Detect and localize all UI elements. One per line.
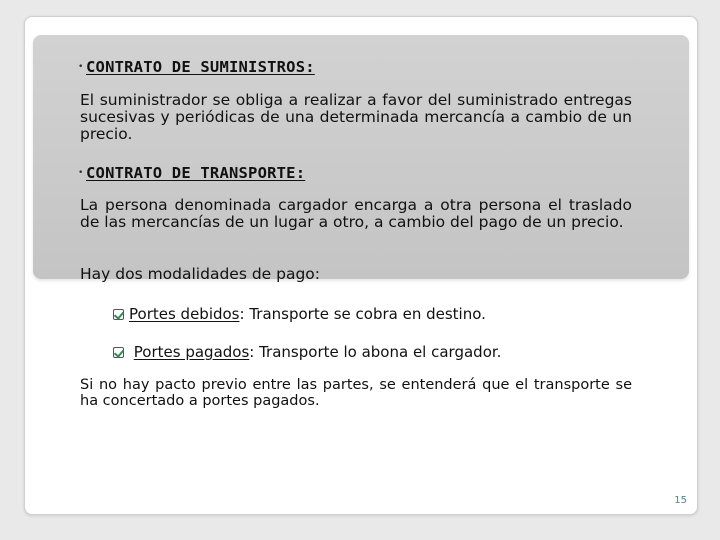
bullet-icon: • xyxy=(78,168,84,178)
bullet-icon: • xyxy=(78,62,84,72)
paragraph-transporte: La persona denominada cargador encarga a otra persona el traslado de las mercancías de un lugar a otro, a cambio del pago de un precio. xyxy=(80,196,632,231)
heading-contrato-suministros xyxy=(78,58,315,76)
heading-1-text: CONTRATO DE SUMINISTROS: xyxy=(86,58,315,76)
option-portes-pagados xyxy=(112,343,501,361)
option-portes-debidos xyxy=(112,305,486,323)
checkbox-icon xyxy=(112,308,124,320)
heading-2-text: CONTRATO DE TRANSPORTE: xyxy=(86,164,306,182)
option-term: Portes debidos xyxy=(129,305,240,323)
option-text: : Transporte se cobra en destino. xyxy=(239,305,486,323)
checkbox-icon xyxy=(112,346,124,358)
option-term: Portes pagados xyxy=(133,343,250,361)
page-number: 15 xyxy=(674,495,687,506)
heading-contrato-transporte xyxy=(78,164,305,182)
payment-intro: Hay dos modalidades de pago: xyxy=(80,265,321,283)
option-text: : Transporte lo abona el cargador. xyxy=(249,343,502,361)
footer-note: Si no hay pacto previo entre las partes, se entenderá que el transporte se ha concertado a portes pagados. xyxy=(80,377,632,409)
paragraph-suministros: El suministrador se obliga a realizar a favor del suministrado entregas sucesivas y periódicas de una determinada mercancía a cambio de un precio. xyxy=(80,91,632,143)
